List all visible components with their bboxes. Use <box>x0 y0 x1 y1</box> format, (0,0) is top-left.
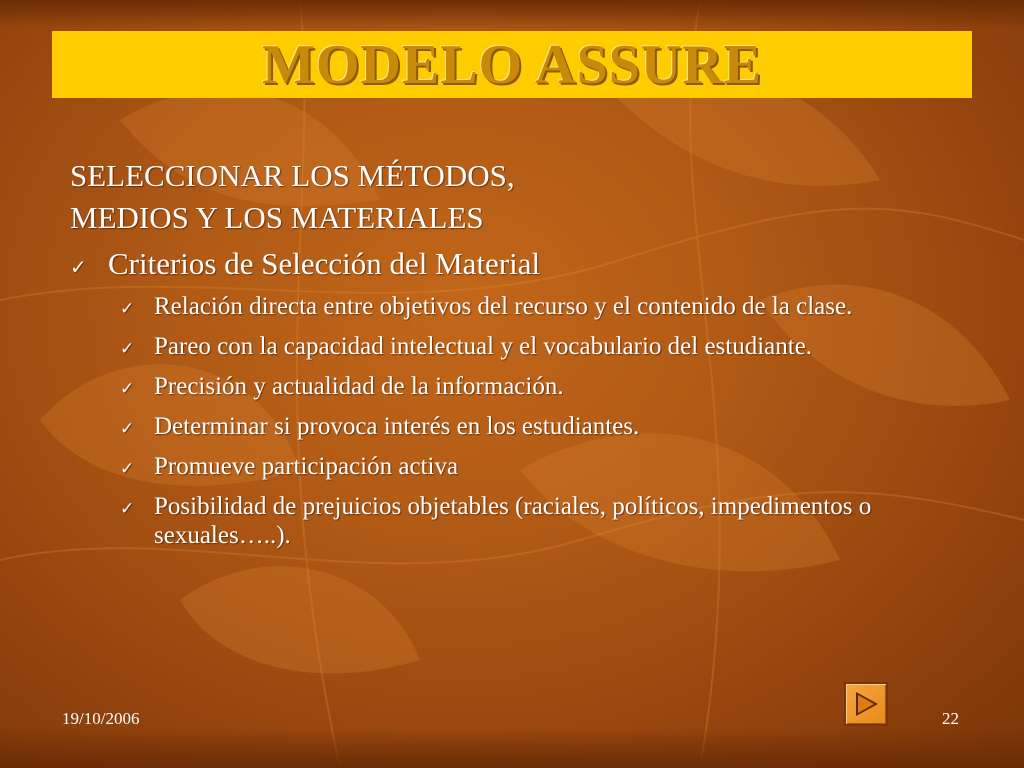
checkmark-icon: ✓ <box>120 379 135 399</box>
list-item-text: Promueve participación activa <box>154 453 459 480</box>
checkmark-icon: ✓ <box>120 499 135 519</box>
top-shade <box>0 0 1024 28</box>
checkmark-icon: ✓ <box>120 419 135 439</box>
list-item <box>120 372 990 404</box>
list-item <box>120 292 990 324</box>
title-banner <box>52 31 972 98</box>
bottom-shade <box>0 728 1024 768</box>
list-item-text: Determinar si provoca interés en los estudiantes. <box>154 413 640 440</box>
criteria-list <box>70 292 990 550</box>
bullet-level-1 <box>70 241 990 290</box>
next-slide-button[interactable] <box>844 682 888 726</box>
checkmark-icon: ✓ <box>70 255 87 279</box>
list-item <box>120 452 990 484</box>
list-item-text: Posibilidad de prejuicios objetables (raciales, políticos, impedimentos o sexuales…..). <box>154 493 872 549</box>
section-heading-line-1: SELECCIONAR LOS MÉTODOS, <box>70 158 515 193</box>
bullet-level-1-text: Criterios de Selección del Material <box>108 246 541 281</box>
footer-date: 19/10/2006 <box>62 709 140 728</box>
checkmark-icon: ✓ <box>120 339 135 359</box>
list-item-text: Pareo con la capacidad intelectual y el vocabulario del estudiante. <box>154 333 813 360</box>
slide-title: MODELO ASSURE <box>262 33 762 96</box>
list-item-text: Relación directa entre objetivos del recurso y el contenido de la clase. <box>154 293 853 320</box>
play-right-icon <box>854 691 880 717</box>
list-item-text: Precisión y actualidad de la información. <box>154 373 564 400</box>
list-item <box>120 412 990 444</box>
list-item <box>120 492 990 550</box>
slide-number: 22 <box>942 709 959 728</box>
section-heading-line-2: MEDIOS Y LOS MATERIALES <box>70 200 484 235</box>
checkmark-icon: ✓ <box>120 459 135 479</box>
slide-content <box>70 155 990 558</box>
list-item <box>120 332 990 364</box>
checkmark-icon: ✓ <box>120 299 135 319</box>
